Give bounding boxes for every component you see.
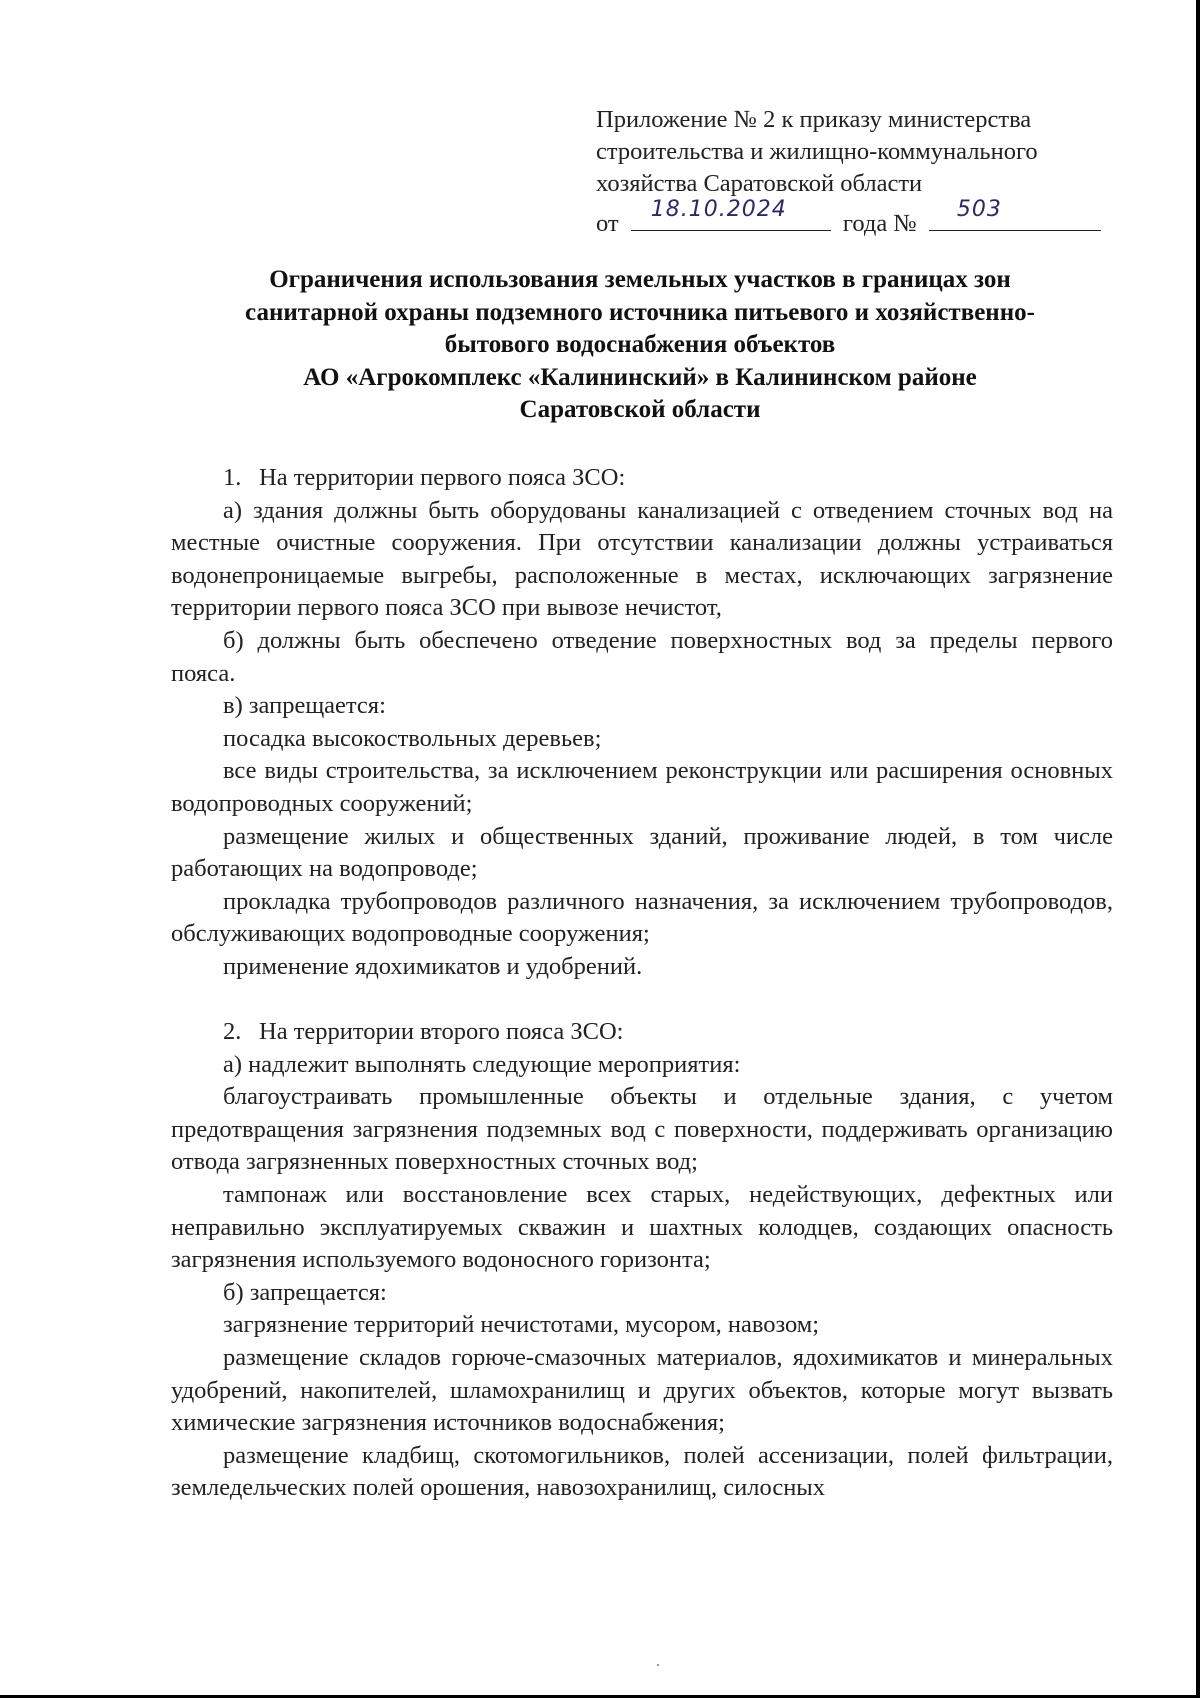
section-1-item: размещение жилых и общественных зданий, проживание людей, в том числе работающих на водопроводе; (171, 822, 1113, 883)
title-line-3: бытового водоснабжения объектов (444, 331, 836, 358)
title-line-5: Саратовской области (519, 396, 761, 423)
handwritten-date: 18.10.2024 (650, 197, 787, 222)
appendix-date-line (596, 197, 1116, 240)
title-line-1: Ограничения использования земельных участков в границах зон (269, 266, 1011, 293)
section-2-item: размещение кладбищ, скотомогильников, полей ассенизации, полей фильтрации, земледельческих полей орошения, навозохранилищ, силосных (171, 1441, 1113, 1502)
section-1-item: посадка высокоствольных деревьев; (223, 724, 602, 752)
from-label: от (596, 210, 619, 237)
section-2-item: загрязнение территорий нечистотами, мусором, навозом; (223, 1311, 820, 1339)
handwritten-number: 503 (956, 197, 1002, 222)
appendix-block (596, 104, 1116, 240)
appendix-line-1: Приложение № 2 к приказу министерства (596, 106, 1032, 133)
section-1-item: а) здания должны быть оборудованы канализацией с отведением сточных вод на местные очистные сооружения. При отсутствии канализации должны устраиваться водонепроницаемые выгребы, расположенные в местах, исключающих загрязнение территории первого пояса ЗСО при вывозе нечистот, (171, 496, 1113, 622)
title-line-2: санитарной охраны подземного источника питьевого и хозяйственно- (245, 298, 1035, 326)
section-2-item: б) запрещается: (223, 1278, 387, 1306)
year-number-label: года № (842, 210, 917, 237)
number-field (929, 197, 1101, 231)
section-2-item: тампонаж или восстановление всех старых, недействующих, дефектных или неправильно эксплуатируемых скважин и шахтных колодцев, создающих опасность загрязнения используемого водоносного горизонта; (171, 1181, 1113, 1274)
section-2-item: размещение складов горюче-смазочных материалов, ядохимикатов и минеральных удобрений, накопителей, шламохранилищ и других объектов, которые могут вызвать химические загрязнения источников водоснабжения; (171, 1344, 1113, 1437)
document-title (150, 264, 1130, 427)
section-1-heading (171, 462, 1113, 495)
section-1-heading-text: На территории первого пояса ЗСО: (259, 464, 626, 491)
section-1-item: б) должны быть обеспечено отведение поверхностных вод за пределы первого пояса. (171, 626, 1113, 687)
section-2-number: 2. (223, 1018, 242, 1046)
section-1-item: в) запрещается: (223, 692, 386, 720)
section-1-item: прокладка трубопроводов различного назначения, за исключением трубопроводов, обслуживающих водопроводные сооружения; (171, 887, 1113, 948)
section-1-item: применение ядохимикатов и удобрений. (223, 952, 643, 980)
appendix-line-3: хозяйства Саратовской области (596, 170, 923, 197)
section-2-item: благоустраивать промышленные объекты и отдельные здания, с учетом предотвращения загрязнения подземных вод с поверхности, поддерживать организацию отвода загрязненных поверхностных сточных вод; (171, 1083, 1113, 1176)
appendix-line-2: строительства и жилищно-коммунального (596, 138, 1038, 165)
document-body (171, 462, 1113, 1505)
date-field (631, 197, 831, 231)
section-2-item: а) надлежит выполнять следующие мероприятия: (223, 1050, 741, 1078)
section-1-item: все виды строительства, за исключением реконструкции или расширения основных водопроводных сооружений; (171, 757, 1113, 817)
title-line-4: АО «Агрокомплекс «Калининский» в Калининском районе (303, 363, 977, 391)
scan-speck (657, 1664, 659, 1666)
section-2-heading-text: На территории второго пояса ЗСО: (259, 1018, 624, 1046)
section-2-heading (171, 1016, 1113, 1049)
section-1-number: 1. (223, 464, 242, 491)
